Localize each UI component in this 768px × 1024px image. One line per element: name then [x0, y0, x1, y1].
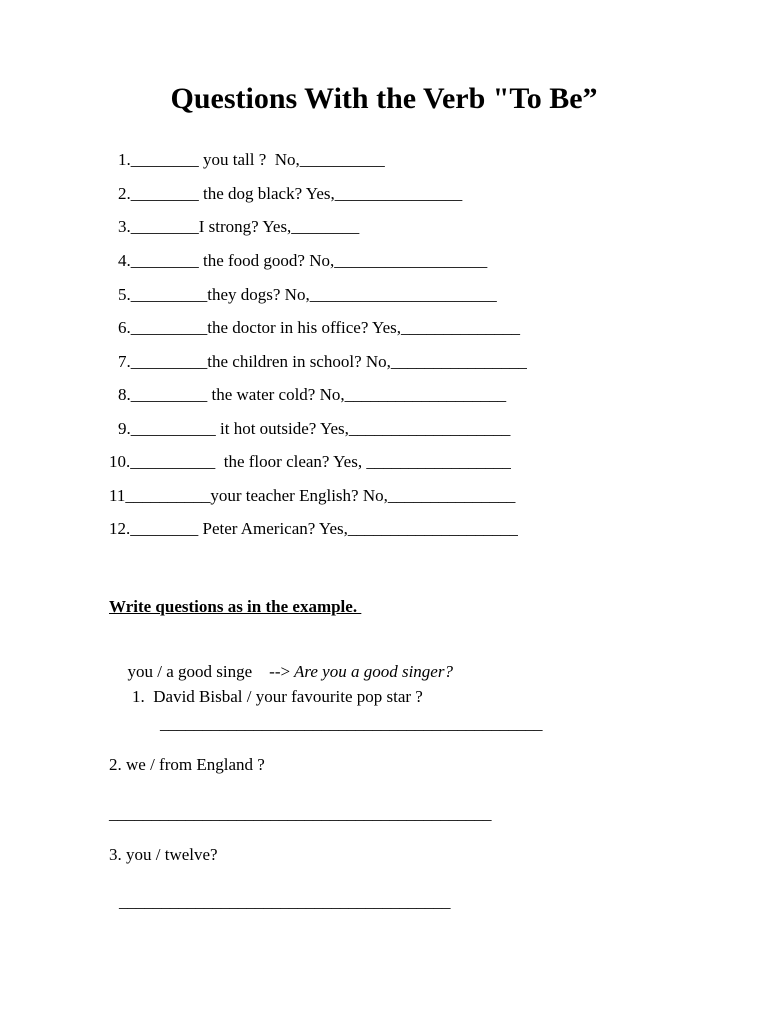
question-3: 3.________I strong? Yes,________ — [118, 217, 360, 236]
question-12: 12.________ Peter American? Yes,____________________ — [109, 519, 518, 538]
answer-line-1: _____________________________________________ — [160, 714, 543, 733]
question-2: 2.________ the dog black? Yes,_______________ — [118, 184, 463, 203]
worksheet-title: Questions With the Verb "To Be” — [170, 82, 598, 115]
question-6: 6._________the doctor in his office? Yes,______________ — [118, 318, 520, 337]
question-5: 5._________they dogs? No,______________________ — [118, 285, 497, 304]
question-10: 10.__________ the floor clean? Yes, _________________ — [109, 452, 511, 471]
question-4: 4.________ the food good? No,__________________ — [118, 251, 488, 270]
exercise-item-1: 1. David Bisbal / your favourite pop star ? — [132, 687, 423, 706]
example-answer: Are you a good singer? — [290, 662, 453, 681]
example-prompt: you / a good singe --> — [127, 662, 291, 681]
section-heading: Write questions as in the example. — [109, 597, 362, 616]
question-1: 1.________ you tall ? No,__________ — [118, 150, 385, 169]
question-7: 7._________the children in school? No,________________ — [118, 352, 527, 371]
exercise-item-2: 2. we / from England ? — [109, 755, 265, 774]
question-9: 9.__________ it hot outside? Yes,___________________ — [118, 419, 511, 438]
example-line — [119, 642, 453, 682]
exercise-item-3: 3. you / twelve? — [109, 845, 218, 864]
answer-line-2: _____________________________________________ — [109, 804, 492, 823]
question-11: 11__________your teacher English? No,_______________ — [109, 486, 516, 505]
question-8: 8._________ the water cold? No,___________________ — [118, 385, 507, 404]
answer-line-3: _______________________________________ — [119, 892, 451, 911]
